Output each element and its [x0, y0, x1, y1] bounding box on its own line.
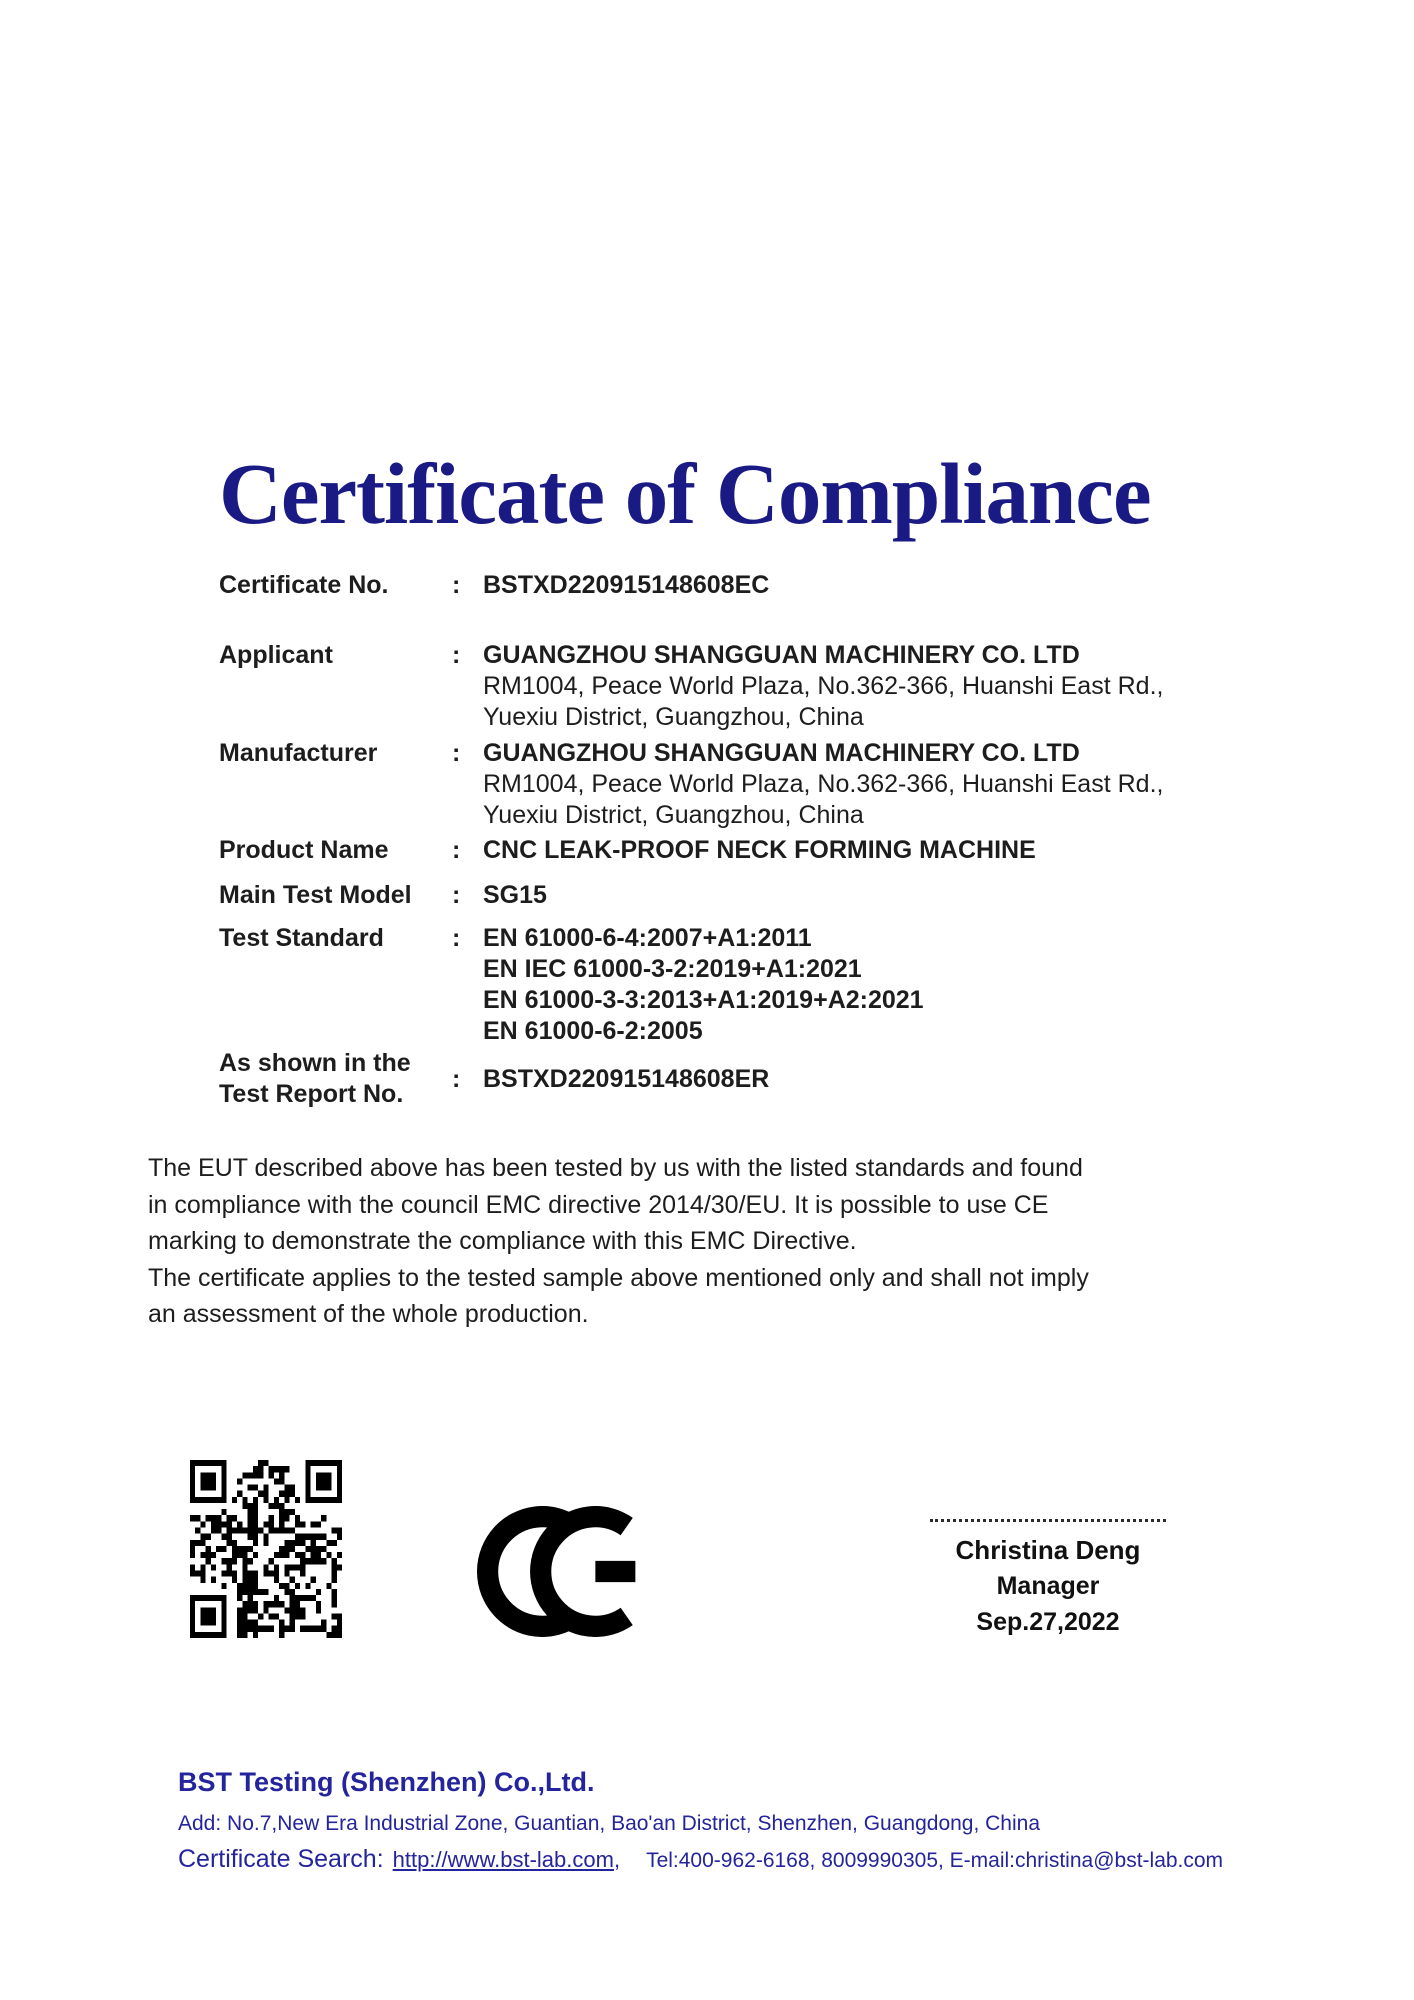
field-colon: :	[452, 881, 461, 909]
field-colon: :	[452, 571, 461, 599]
signature-dotted-line	[930, 1519, 1166, 1522]
field-colon: :	[452, 1064, 461, 1093]
manufacturer-address-line2: Yuexiu District, Guangzhou, China	[483, 801, 864, 829]
field-row-test-report-no	[219, 1048, 769, 1110]
signer-role: Manager	[996, 1572, 1100, 1600]
issuer-address: Add: No.7,New Era Industrial Zone, Guantian, Bao'an District, Shenzhen, Guangdong, China	[178, 1812, 1041, 1835]
field-label: Manufacturer	[219, 739, 378, 767]
field-label: Test Standard	[219, 924, 384, 952]
issuer-contact-info: Tel:400-962-6168, 8009990305, E-mail:christina@bst-lab.com	[646, 1849, 1224, 1872]
field-colon: :	[452, 836, 461, 864]
statement-line4: The certificate applies to the tested sample above mentioned only and shall not imply	[148, 1263, 1089, 1292]
certificate-search-link[interactable]: http://www.bst-lab.com	[392, 1847, 614, 1872]
field-label-line2: Test Report No.	[219, 1080, 404, 1108]
field-label-line1: As shown in the	[219, 1049, 411, 1077]
page-title: Certificate of Compliance	[219, 445, 1151, 543]
qr-code-icon	[190, 1460, 342, 1638]
applicant-address-line1: RM1004, Peace World Plaza, No.362-366, Huanshi East Rd.,	[483, 672, 1164, 700]
field-row-certificate-no	[219, 570, 769, 601]
field-row-product-name	[219, 835, 1036, 866]
field-colon: :	[452, 641, 461, 669]
main-test-model: SG15	[483, 881, 547, 909]
test-report-number: BSTXD220915148608ER	[483, 1064, 770, 1093]
statement-paragraph	[148, 1150, 1089, 1333]
statement-line3: marking to demonstrate the compliance with this EMC Directive.	[148, 1227, 857, 1256]
ce-mark-icon	[477, 1506, 637, 1637]
test-standard-line4: EN 61000-6-2:2005	[483, 1017, 703, 1045]
field-label: Certificate No.	[219, 571, 389, 599]
field-colon: :	[452, 739, 461, 767]
test-standard-line3: EN 61000-3-3:2013+A1:2019+A2:2021	[483, 986, 924, 1014]
field-label: Applicant	[219, 641, 333, 669]
field-row-applicant	[219, 640, 1163, 733]
product-name: CNC LEAK-PROOF NECK FORMING MACHINE	[483, 836, 1036, 864]
signature-date: Sep.27,2022	[976, 1608, 1120, 1636]
certificate-search-line	[178, 1845, 1223, 1874]
test-standard-line2: EN IEC 61000-3-2:2019+A1:2021	[483, 955, 862, 983]
certificate-search-label: Certificate Search:	[178, 1845, 384, 1873]
certificate-number: BSTXD220915148608EC	[483, 571, 770, 599]
test-standard-line1: EN 61000-6-4:2007+A1:2011	[483, 924, 812, 952]
field-label: Product Name	[219, 836, 389, 864]
manufacturer-address-line1: RM1004, Peace World Plaza, No.362-366, Huanshi East Rd.,	[483, 770, 1164, 798]
field-colon: :	[452, 924, 461, 952]
field-row-test-standard	[219, 923, 924, 1047]
signer-name: Christina Deng	[955, 1535, 1141, 1565]
statement-line2: in compliance with the council EMC directive 2014/30/EU. It is possible to use CE	[148, 1190, 1049, 1219]
signature-block	[930, 1532, 1166, 1640]
statement-line1: The EUT described above has been tested by us with the listed standards and found	[148, 1154, 1083, 1182]
field-label: Main Test Model	[219, 881, 412, 909]
manufacturer-name: GUANGZHOU SHANGGUAN MACHINERY CO. LTD	[483, 739, 1080, 767]
issuer-company-name: BST Testing (Shenzhen) Co.,Ltd.	[178, 1767, 595, 1797]
search-line-comma: ,	[613, 1847, 621, 1872]
field-row-main-test-model	[219, 880, 547, 911]
field-row-manufacturer	[219, 738, 1163, 831]
statement-line5: an assessment of the whole production.	[148, 1300, 589, 1329]
applicant-name: GUANGZHOU SHANGGUAN MACHINERY CO. LTD	[483, 641, 1080, 669]
applicant-address-line2: Yuexiu District, Guangzhou, China	[483, 703, 864, 731]
